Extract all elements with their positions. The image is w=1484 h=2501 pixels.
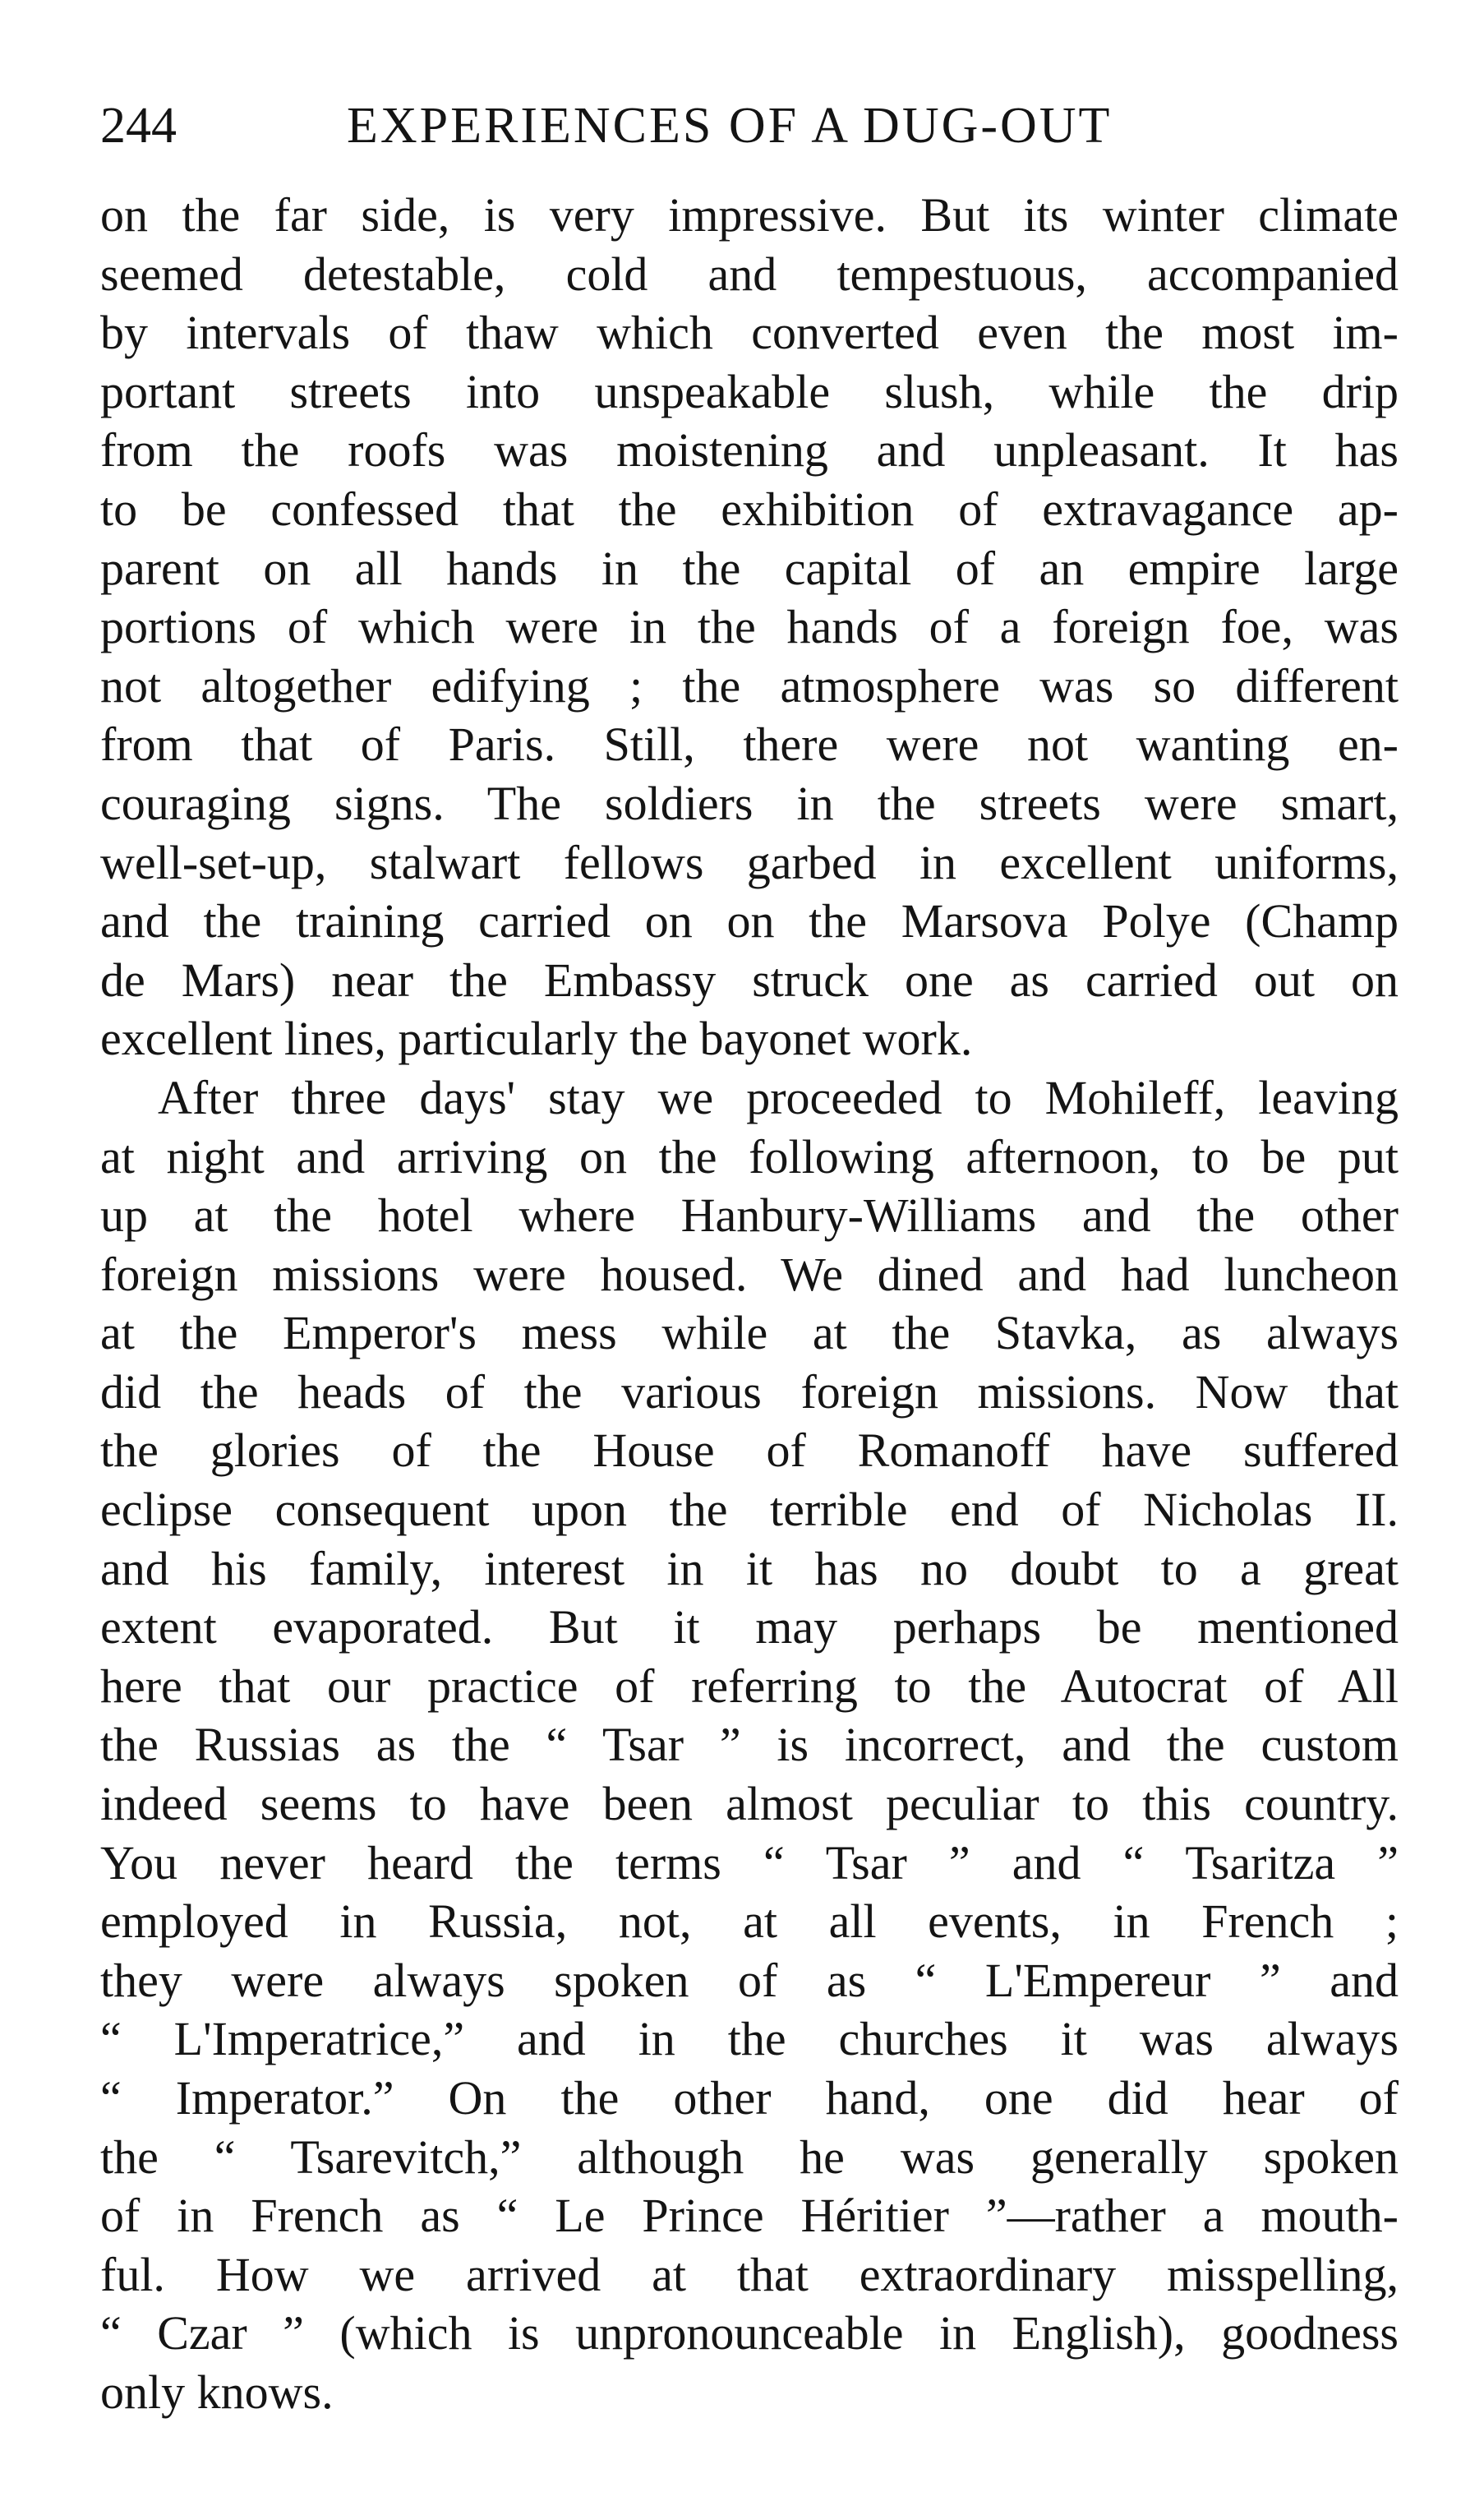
text-line: excellent lines, particularly the bayonet work. bbox=[100, 1012, 973, 1066]
text-line: to be confessed that the exhibition of extravagance ap- bbox=[100, 482, 1399, 536]
text-line: by intervals of thaw which converted even the most im- bbox=[100, 306, 1399, 360]
text-line: portant streets into unspeakable slush, while the drip bbox=[100, 364, 1399, 418]
text-line: You never heard the terms “ Tsar ” and “ Tsaritza ” bbox=[100, 1835, 1399, 1890]
text-line: eclipse consequent upon the terrible end of Nicholas II. bbox=[100, 1483, 1399, 1537]
text-line: the glories of the House of Romanoff have suffered bbox=[100, 1424, 1399, 1478]
text-line: “ L'Imperatrice,” and in the churches it was always bbox=[100, 2012, 1399, 2066]
running-title: EXPERIENCES OF A DUG-OUT bbox=[347, 98, 1113, 154]
text-line: well-set-up, stalwart fellows garbed in excellent uniforms, bbox=[100, 835, 1399, 889]
text-line: up at the hotel where Hanbury-Williams and the other bbox=[100, 1188, 1399, 1243]
text-line: from that of Paris. Still, there were not wanting en- bbox=[100, 718, 1399, 772]
text-line: ful. How we arrived at that extraordinary misspelling, bbox=[100, 2247, 1399, 2301]
text-line: from the roofs was moistening and unpleasant. It has bbox=[100, 423, 1399, 478]
text-line: not altogether edifying ; the atmosphere was so different bbox=[100, 658, 1399, 713]
text-line: only knows. bbox=[100, 2365, 334, 2419]
text-line: “ Imperator.” On the other hand, one did hear of bbox=[100, 2071, 1399, 2125]
text-line: After three days' stay we proceeded to Mohileff, leaving bbox=[158, 1070, 1399, 1124]
text-line: on the far side, is very impressive. But its winter climate bbox=[100, 188, 1399, 242]
paragraph-1 bbox=[100, 186, 1399, 1068]
text-line: seemed detestable, cold and tempestuous, accompanied bbox=[100, 247, 1399, 301]
paragraph-2 bbox=[100, 1068, 1399, 2422]
text-line: here that our practice of referring to the Autocrat of All bbox=[100, 1659, 1399, 1713]
text-line: portions of which were in the hands of a foreign foe, was bbox=[100, 600, 1399, 654]
text-line: of in French as “ Le Prince Héritier ”—rather a mouth- bbox=[100, 2189, 1399, 2243]
text-line: and the training carried on on the Marsova Polye (Champ bbox=[100, 894, 1399, 948]
text-line: did the heads of the various foreign missions. Now that bbox=[100, 1364, 1399, 1419]
text-line: “ Czar ” (which is unpronounceable in English), goodness bbox=[100, 2306, 1399, 2360]
text-line: and his family, interest in it has no doubt to a great bbox=[100, 1541, 1399, 1595]
text-line: parent on all hands in the capital of an empire large bbox=[100, 541, 1399, 595]
text-line: the Russias as the “ Tsar ” is incorrect, and the custom bbox=[100, 1718, 1399, 1772]
text-line: at the Emperor's mess while at the Stavka, as always bbox=[100, 1306, 1399, 1360]
text-line: de Mars) near the Embassy struck one as carried out on bbox=[100, 953, 1399, 1007]
text-line: couraging signs. The soldiers in the streets were smart, bbox=[100, 776, 1399, 830]
text-line: the “ Tsarevitch,” although he was generally spoken bbox=[100, 2130, 1399, 2184]
text-line: at night and arriving on the following afternoon, to be put bbox=[100, 1129, 1399, 1184]
running-header bbox=[100, 89, 1399, 163]
text-line: extent evaporated. But it may perhaps be mentioned bbox=[100, 1600, 1399, 1654]
text-line: employed in Russia, not, at all events, in French ; bbox=[100, 1894, 1399, 1949]
body-text bbox=[100, 186, 1399, 2422]
text-line: foreign missions were housed. We dined and had luncheon bbox=[100, 1247, 1399, 1301]
text-line: indeed seems to have been almost peculiar to this country. bbox=[100, 1777, 1399, 1831]
page-number: 244 bbox=[100, 98, 177, 154]
text-line: they were always spoken of as “ L'Empereur ” and bbox=[100, 1953, 1399, 2007]
